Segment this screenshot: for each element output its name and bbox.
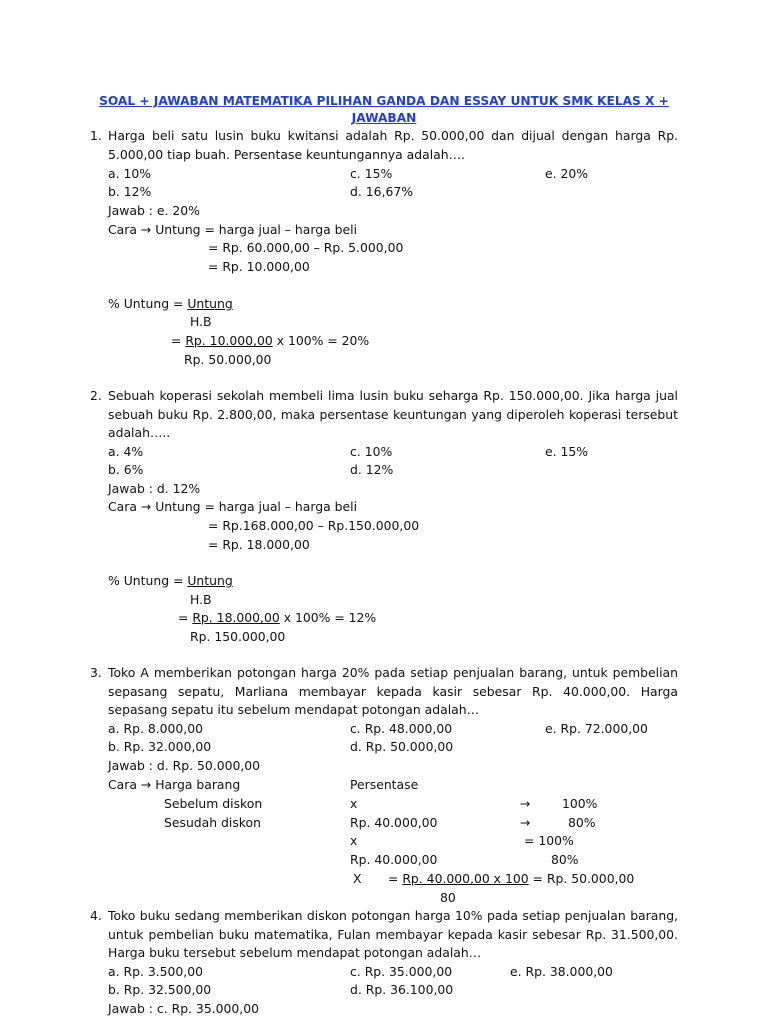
q2-option-a: a. 4%: [108, 444, 144, 459]
q2-method-line2: = Rp.168.000,00 – Rp.150.000,00: [208, 518, 420, 533]
q3-option-b: b. Rp. 32.000,00: [108, 739, 212, 754]
q2-number: 2.: [90, 388, 102, 403]
arrow-right-icon: →: [520, 796, 531, 811]
q3-x-before: x: [350, 796, 358, 811]
q3-after-discount: Sesudah diskon: [164, 815, 261, 830]
q4-option-d: d. Rp. 36.100,00: [350, 982, 454, 997]
q1-method-line3: = Rp. 10.000,00: [208, 259, 310, 274]
q2-text: Sebuah koperasi sekolah membeli lima lusin buku seharga Rp. 150.000,00. Jika harga jual sebuah buku Rp. 2.800,00, maka persentase keuntungan yang diperoleh koperasi tersebut adalah…..: [108, 388, 678, 441]
q2-percent-formula: % Untung = Untung: [108, 573, 233, 588]
q1-option-e: e. 20%: [545, 166, 589, 181]
q2-option-c: c. 10%: [350, 444, 393, 459]
q3-option-a: a. Rp. 8.000,00: [108, 721, 203, 736]
q1-option-a: a. 10%: [108, 166, 152, 181]
q3-amount-after: Rp. 40.000,00: [350, 815, 438, 830]
q2-method-line1: Cara → Untung = harga jual – harga beli: [108, 499, 358, 514]
q1-method-line2: = Rp. 60.000,00 – Rp. 5.000,00: [208, 240, 404, 255]
q3-method-label: Cara → Harga barang: [108, 777, 241, 792]
q3-number: 3.: [90, 665, 102, 680]
q2-option-b: b. 6%: [108, 462, 144, 477]
q2-method-line3: = Rp. 18.000,00: [208, 537, 310, 552]
q4-option-e: e. Rp. 38.000,00: [510, 964, 613, 979]
q1-text: Harga beli satu lusin buku kwitansi adalah Rp. 50.000,00 dan dijual dengan harga Rp. 5.000,00 tiap buah. Persentase keuntungannya adalah….: [108, 128, 678, 162]
q3-text: Toko A memberikan potongan harga 20% pada setiap penjualan barang, untuk pembelian sepasang sepatu, Marliana membayar kepada kasir sebesar Rp. 40.000,00. Harga sepasang sepatu itu sebelum mendapat potongan adalah…: [108, 665, 678, 718]
q4-option-b: b. Rp. 32.500,00: [108, 982, 212, 997]
q3-option-e: e. Rp. 72.000,00: [545, 721, 648, 736]
q3-x-result-label: X: [353, 871, 362, 886]
q4-number: 4.: [90, 908, 102, 923]
q3-answer: Jawab : d. Rp. 50.000,00: [108, 758, 261, 773]
q2-percent-denominator: H.B: [190, 592, 212, 607]
q1-percent-formula: % Untung = Untung: [108, 296, 233, 311]
q1-answer: Jawab : e. 20%: [108, 203, 200, 218]
q3-option-c: c. Rp. 48.000,00: [350, 721, 453, 736]
q1-option-d: d. 16,67%: [350, 184, 413, 199]
q2-option-d: d. 12%: [350, 462, 394, 477]
q2-answer: Jawab : d. 12%: [108, 481, 201, 496]
q3-equals-100: = 100%: [524, 833, 574, 848]
q4-text: Toko buku sedang memberikan diskon potongan harga 10% pada setiap penjualan barang, untuk pembelian buku matematika, Fulan membayar kepada kasir sebesar Rp. 31.500,00. Harga buku tersebut sebelum mendapat potongan adalah…: [108, 908, 678, 961]
q1-calculation-denominator: Rp. 50.000,00: [184, 352, 272, 367]
q4-answer: Jawab : c. Rp. 35.000,00: [108, 1001, 259, 1016]
q2-option-e: e. 15%: [545, 444, 589, 459]
q2-calculation: = Rp. 18.000,00 x 100% = 12%: [178, 610, 377, 625]
q1-calculation: = Rp. 10.000,00 x 100% = 20%: [171, 333, 370, 348]
q3-percentage-header: Persentase: [350, 777, 419, 792]
q3-option-d: d. Rp. 50.000,00: [350, 739, 454, 754]
q3-80-equation: 80%: [551, 852, 579, 867]
q1-number: 1.: [90, 128, 102, 143]
q3-100-percent: 100%: [562, 796, 598, 811]
q3-x-calculation: = Rp. 40.000,00 x 100 = Rp. 50.000,00: [388, 871, 635, 886]
document-title: SOAL + JAWABAN MATEMATIKA PILIHAN GANDA DAN ESSAY UNTUK SMK KELAS X + JAWABAN: [99, 94, 669, 125]
q1-method-line1: Cara → Untung = harga jual – harga beli: [108, 222, 358, 237]
q3-x-denominator: 80: [440, 890, 456, 905]
q3-before-discount: Sebelum diskon: [164, 796, 263, 811]
q4-option-c: c. Rp. 35.000,00: [350, 964, 453, 979]
q3-amount-equation: Rp. 40.000,00: [350, 852, 438, 867]
q1-option-c: c. 15%: [350, 166, 393, 181]
q3-x-equation: x: [350, 833, 358, 848]
q3-80-percent: 80%: [568, 815, 596, 830]
arrow-right-icon: →: [520, 815, 531, 830]
q1-option-b: b. 12%: [108, 184, 152, 199]
q2-calculation-denominator: Rp. 150.000,00: [190, 629, 286, 644]
q4-option-a: a. Rp. 3.500,00: [108, 964, 203, 979]
q1-percent-denominator: H.B: [190, 314, 212, 329]
